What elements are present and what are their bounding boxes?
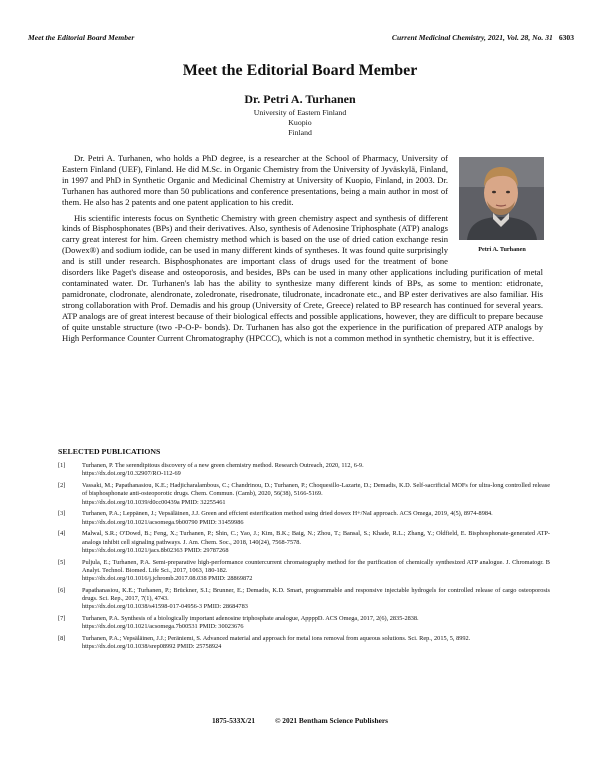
reference-doi-link[interactable]: https://dx.doi.org/10.1038/srep08992 PMID: 25758924 [82, 643, 222, 651]
header-section-title: Meet the Editorial Board Member [28, 33, 135, 42]
reference-item [58, 462, 550, 479]
reference-text: Turhanen, P.A. Synthesis of a biologically important adenosine triphosphate analogue, AppppD. ACS Omega, 2017, 2(6), 2835-2838. [82, 615, 419, 623]
publications-heading: SELECTED PUBLICATIONS [58, 447, 161, 456]
page-title: Meet the Editorial Board Member [182, 62, 418, 79]
bio-paragraph-1: Dr. Petri A. Turhanen, who holds a PhD degree, is a researcher at the School of Pharmacy, University of Eastern Finland (UEF), Finland. He did M.Sc. in Organic Chemistry from the University of Jyväskylä, Finland, in 1997 and PhD in Synthetic Organic and Medicinal Chemistry at University of Kuopio, Finland, in 2003. Dr. Turhanen has authored more than 50 publications and conference presentations, being a main author in most of them. He also has 2 patents and one patent application to his credit. [62, 153, 448, 207]
reference-doi-link[interactable]: https://dx.doi.org/10.1039/d0cc00439a PMID: 32255461 [82, 498, 226, 506]
footer-issn: 1875-533X/21 [211, 716, 256, 725]
affiliation-city: Kuopio [288, 118, 312, 128]
reference-item [58, 530, 550, 555]
reference-number: [7] [58, 615, 66, 623]
bio-paragraph-2: His scientific interests focus on Synthetic Chemistry with green chemistry aspect and synthesis of different kinds of Bisphosphonates (BPs) and their derivatives. Also, synthesis of Adenosine Triphosphate (ATP) analogs carry great interest for him. Green chemistry method which is based on the use of dried cation exchange resin (Dowex®) and sodium iodide, can be used in many different kinds of syntheses. It was found quite surprisingly and is still under research. Bisphosphonates are important class of drugs used for the treatment of bone disorders like Paget's disease and osteoporosis, and besides, BPs can be used in many other applications including purification of metal contaminated water. Dr. Turhanen's lab has the ability to synthesize many different kinds of BPs, as some to mention: etidronate, pamidronate, clodronate, alendronate, zoledronate, risedronate, tiludronate, incadronate etc., and BP ester derivatives are also familiar. His strong collaboration with Prof. Demadis and his group (University of Crete, Greece) related to BP research has continued for several years. ATP analogs are of great interest because of their biological effects and possible applications, however, they are difficult to prepare because of quite unstable structure (two -P-O-P- bonds). Dr. Turhanen has also got the experience in the purification of prepared ATP analogs by High Performance Counter Current Chromatography (HPCCC), which is not a common method in synthetic chemistry, but it is effective. [62, 212, 543, 343]
reference-text: Turhanen, P. The serendipitous discovery of a new green chemistry method. Research Outreach, 2020, 112, 6-9. [82, 462, 364, 469]
reference-item [58, 635, 550, 652]
header-journal: Current Medicinal Chemistry, 2021, Vol. 28, No. 31 6303 [391, 33, 574, 42]
reference-number: [4] [58, 530, 66, 538]
reference-number: [6] [58, 586, 66, 594]
reference-text: Puljula, E.; Turhanen, P.A. Semi-preparative high-performance countercurrent chromatography method for the purification of chemically synthesized ATP analogue. J. Chromatogr. B Analyt. Technol. Biomed. Life Sci., 2017, 1063, 180-182. [82, 558, 550, 574]
footer-copyright: © 2021 Bentham Science Publishers [274, 716, 389, 725]
publications-list [58, 462, 550, 655]
page-footer [0, 716, 600, 725]
reference-number: [2] [58, 481, 66, 489]
reference-item [58, 615, 550, 632]
reference-item [58, 559, 550, 584]
reference-doi-link[interactable]: https://dx.doi.org/10.32907/RO-112-69 [82, 470, 181, 478]
reference-doi-link[interactable]: https://dx.doi.org/10.1021/acsomega.9b00790 PMID: 31459986 [82, 518, 244, 526]
reference-doi-link[interactable]: https://dx.doi.org/10.1038/s41598-017-04956-3 PMID: 28684783 [82, 603, 248, 611]
reference-number: [3] [58, 510, 66, 518]
reference-number: [1] [58, 462, 66, 469]
affiliation-university: University of Eastern Finland [253, 108, 347, 117]
running-header [28, 33, 574, 45]
reference-text: Papathanasiou, K.E.; Turhanen, P.; Brückner, S.I.; Brunner, E.; Demadis, K.D. Smart, programmable and responsive injectable hydrogels for controlled release of cargo osteoporosis drugs. Sci. Rep., 2017, 7(1), 4743. [82, 586, 550, 603]
photo-float-spacer [448, 153, 543, 258]
author-name: Dr. Petri A. Turhanen [244, 92, 356, 106]
affiliation-country: Finland [288, 128, 312, 138]
reference-text: Turhanen, P.A.; Vepsäläinen, J.J.; Peräniemi, S. Advanced material and approach for metal ions removal from aqueous solutions. Sci. Rep., 2015, 5, 8992. [82, 635, 471, 643]
reference-doi-link[interactable]: https://dx.doi.org/10.1021/acsomega.7b00531 PMID: 30023676 [82, 623, 244, 631]
reference-number: [8] [58, 635, 66, 643]
reference-number: [5] [58, 558, 66, 566]
photo-caption: Petri A. Turhanen [478, 246, 526, 253]
reference-item [58, 587, 550, 612]
reference-doi-link[interactable]: https://dx.doi.org/10.1016/j.jchromb.2017.08.038 PMID: 28869872 [82, 575, 253, 583]
page-number: 6303 [558, 33, 574, 42]
reference-doi-link[interactable]: https://dx.doi.org/10.1021/jacs.8b02363 PMID: 29787268 [82, 546, 229, 554]
reference-item [58, 510, 550, 527]
reference-text: Turhanen, P.A.; Leppänen, J.; Vepsäläinen, J.J. Green and effcient esterification method using dried dowex H+/NaI approach. ACS Omega, 2019, 4(5), 8974-8984. [82, 510, 493, 518]
reference-text: Vassaki, M.; Papathanasiou, K.E.; Hadjicharalambous, C.; Chandrinou, D.; Turhanen, P.; Choquesillo-Lazarte, D.; Demadis, K.D. Self-sacrificial MOFs for ultra-long controlled release of bisphosphonate anti-osteoporotic drugs. Chem. Commun. (Camb), 2020, 56(38), 5166-5169. [82, 481, 550, 498]
reference-item [58, 482, 550, 507]
biography [62, 153, 543, 343]
author-affiliation [0, 108, 600, 139]
reference-text: Malwal, S.R.; O'Dowd, B.; Feng, X.; Turhanen, P.; Shin, C.; Yao, J.; Kim, B.K.; Baig, N.; Zhou, T.; Bansal, S.; Khade, R.L.; Zhang, Y.; Oldfield, E. Bisphosphonate-generated ATP-analogs inhibit cell signaling pathways. J. Am. Chem. Soc., 2018, 140(24), 7568-7578. [82, 530, 550, 546]
